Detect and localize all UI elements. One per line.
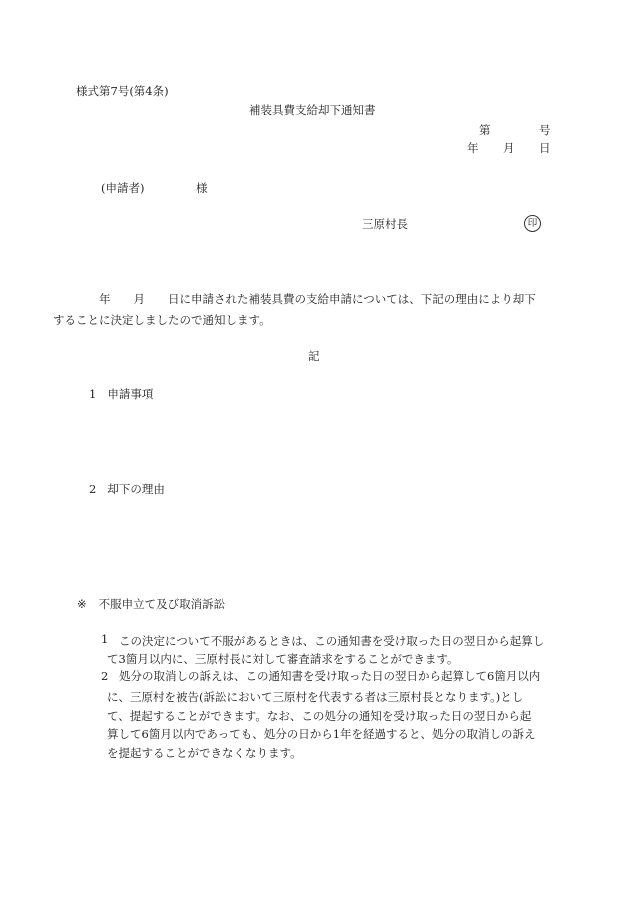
body-line-1: 年 月 日に申請された補装具費の支給申請については、下記の理由により却下: [99, 292, 536, 306]
notice-point-2-line-2: に、三原村を被告(訴訟において三原村を代表する者は三原村長となります。)とし: [107, 690, 524, 704]
applicant-label: (申請者): [101, 181, 145, 195]
notice-point-2-rest: [107, 688, 557, 762]
item-1: [89, 387, 153, 401]
body-paragraph: [53, 289, 550, 331]
notice-point-2-number: 2: [101, 669, 109, 683]
notice-point-2-first: [119, 669, 540, 683]
ki-heading: 記: [308, 349, 320, 363]
item-2: [89, 482, 165, 496]
item-2-number: 2: [89, 482, 97, 496]
applicant-honorific: 様: [196, 181, 208, 195]
notice-point-2-line-4: 算して6箇月以内であっても、処分の日から1年を経過すると、処分の取消しの訴え: [107, 727, 536, 742]
notice-point-1-line-2: て3箇月以内に、三原村長に対して審査請求をすることができます。: [107, 652, 459, 666]
notice-point-1-line-1: この決定について不服があるときは、この通知書を受け取った日の翌日から起算し: [119, 634, 545, 648]
item-2-label: 却下の理由: [107, 482, 165, 496]
form-number: 様式第7号(第4条): [76, 84, 169, 98]
notice-point-2-line-3: て、提起することができます。なお、この処分の通知を受け取った日の翌日から起: [107, 708, 532, 723]
date-month: 月: [503, 141, 515, 155]
issuer-seal: [524, 215, 541, 232]
date-day: 日: [539, 141, 551, 155]
item-1-number: 1: [89, 387, 97, 401]
notice-title: 不服申立て及び取消訴訟: [98, 597, 226, 611]
seal-mark: 印: [524, 215, 541, 232]
notice-heading: [77, 597, 225, 611]
issuer-name: 三原村長: [362, 217, 408, 231]
notice-point-1: [119, 632, 544, 651]
body-line-2: することに決定しましたので通知します。: [53, 313, 271, 327]
notice-point-1-cont: [107, 650, 458, 669]
notice-point-1-number: 1: [101, 632, 109, 646]
notice-point-2-line-5: を提起することができなくなります。: [107, 745, 302, 760]
notice-point-2-line-1: 処分の取消しの訴えは、この通知書を受け取った日の翌日から起算して6箇月以内: [119, 669, 541, 683]
item-1-label: 申請事項: [107, 387, 154, 401]
doc-number-suffix: 号: [539, 123, 551, 137]
doc-title: 補装具費支給却下通知書: [249, 103, 376, 117]
notice-mark: ※: [77, 597, 87, 611]
date-year: 年: [467, 141, 479, 155]
doc-number-prefix: 第: [479, 123, 491, 137]
